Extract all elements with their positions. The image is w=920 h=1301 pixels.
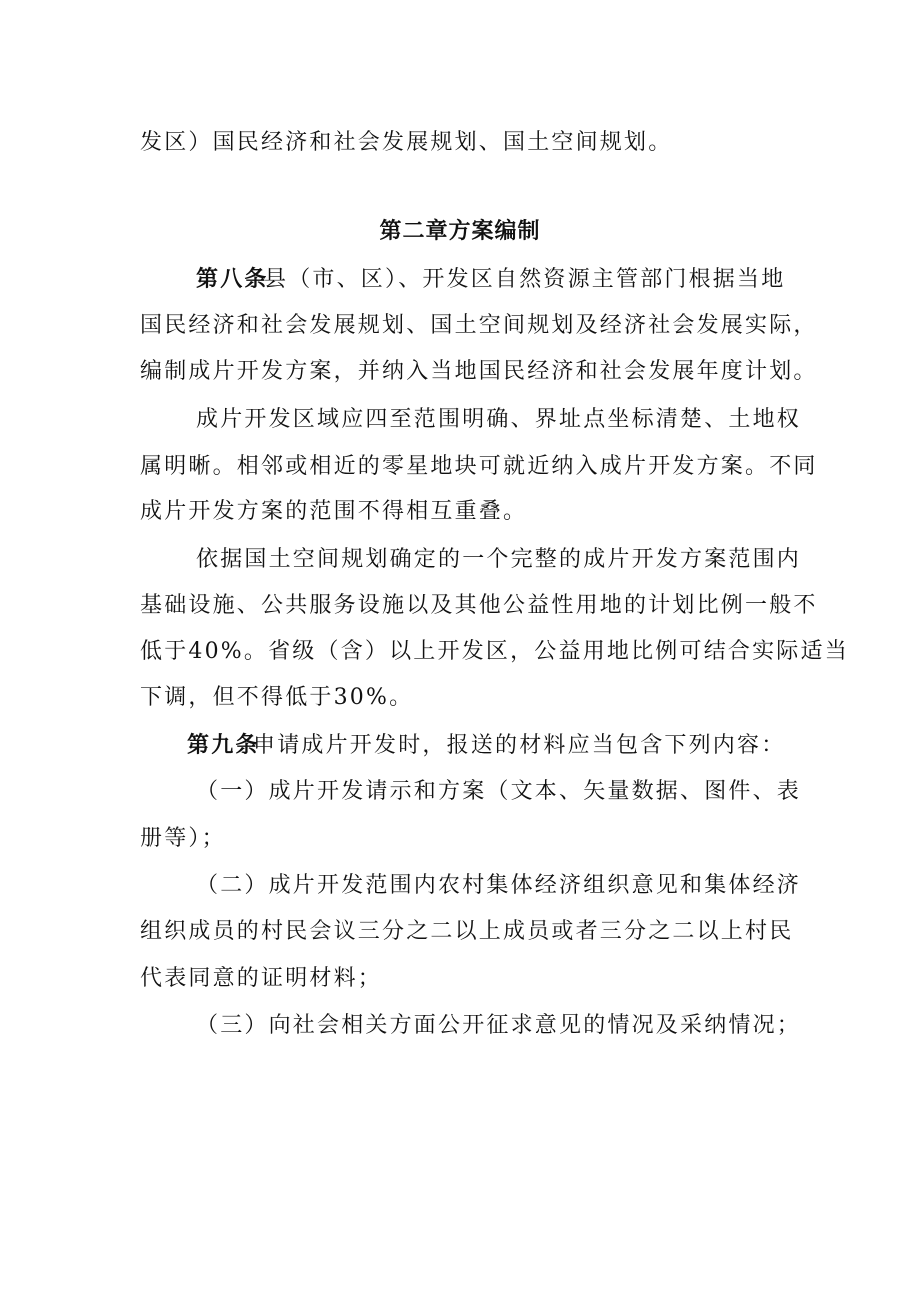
paragraph-text: 基础设施、公共服务设施以及其他公益性用地的计划比例一般不 — [140, 593, 818, 618]
text-line — [0, 128, 920, 218]
chapter-heading: 第二章方案编制 — [379, 219, 541, 244]
list-item-text: （一）成片开发请示和方案（文本、矢量数据、图件、表 — [196, 779, 802, 804]
list-item-text: （三）向社会相关方面公开征求意见的情况及采纳情况； — [196, 1013, 802, 1038]
paragraph-text: 属明晰。相邻或相近的零星地块可就近纳入成片开发方案。不同 — [140, 454, 818, 479]
paragraph-text: 下调，但不得低于30%。 — [140, 685, 414, 710]
article-8-text: 县（市、区）、开发区自然资源主管部门根据当地 — [264, 267, 786, 292]
paragraph-text: 编制成片开发方案，并纳入当地国民经济和社会发展年度计划。 — [140, 359, 818, 384]
list-item-text: 代表同意的证明材料； — [140, 966, 383, 991]
paragraph-text: 成片开发区域应四至范围明确、界址点坐标清楚、土地权 — [196, 407, 802, 432]
list-item-text: 组织成员的村民会议三分之二以上成员或者三分之二以上村民 — [140, 919, 794, 944]
list-item-text: （二）成片开发范围内农村集体经济组织意见和集体经济 — [196, 873, 802, 898]
article-8-label: 第八条 — [196, 267, 269, 292]
paragraph-text: 成片开发方案的范围不得相互重叠。 — [140, 499, 528, 524]
article-9-text: 申请成片开发时，报送的材料应当包含下列内容： — [253, 733, 786, 758]
paragraph-text: 低于40%。省级（含）以上开发区，公益用地比例可结合实际适当 — [140, 639, 849, 664]
paragraph-text: 国民经济和社会发展规划、国土空间规划及经济社会发展实际， — [140, 313, 818, 338]
list-item-text: 册等）； — [140, 826, 226, 851]
paragraph-text: 依据国土空间规划确定的一个完整的成片开发方案范围内 — [196, 547, 802, 572]
article-9-label: 第九条 — [187, 733, 260, 758]
list-item — [0, 1011, 920, 1101]
continuation-text: 发区）国民经济和社会发展规划、国土空间规划。 — [140, 130, 673, 155]
